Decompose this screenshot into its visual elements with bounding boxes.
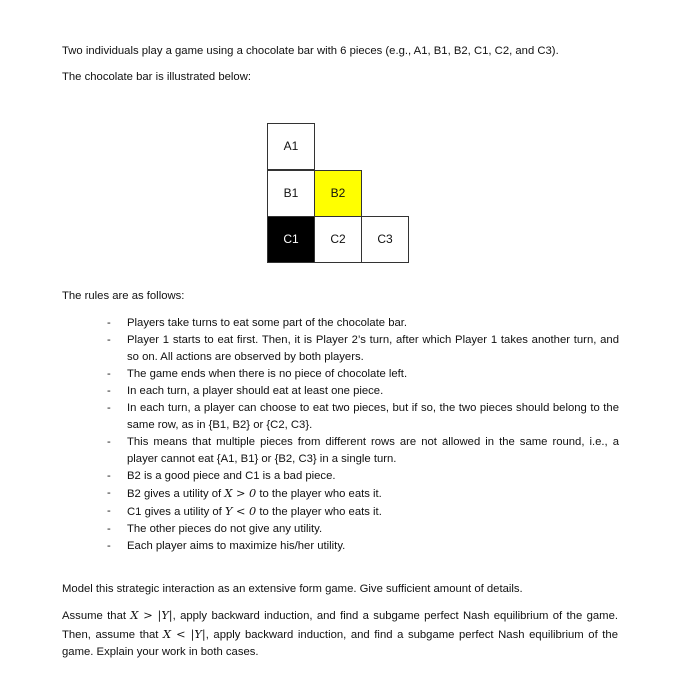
assume-text-2: , apply backward induction, and find a subgame perfect Nash equilibrium of the game. Then, assume that <box>62 610 618 641</box>
rule-text-suffix: to the player who eats it. <box>256 506 382 518</box>
rule-text-prefix: C1 gives a utility of <box>127 506 225 518</box>
rule-text: In each turn, a player can choose to eat two pieces, but if so, the two pieces should belong to the same row, as in {B1, B2} or {C2, C3}. <box>127 402 619 431</box>
rule-item <box>107 332 619 366</box>
chocolate-piece-c2: C2 <box>314 216 362 263</box>
rule-text: Player 1 starts to eat first. Then, it is Player 2’s turn, after which Player 1 takes another turn, and so on. All actions are observed by both players. <box>127 334 619 363</box>
illustration-caption: The chocolate bar is illustrated below: <box>62 71 252 83</box>
rule-text: In each turn, a player should eat at least one piece. <box>127 385 384 397</box>
math-expression: X < |Y| <box>163 627 206 641</box>
rule-item <box>107 521 619 538</box>
rules-list <box>107 315 619 555</box>
rule-text: B2 is a good piece and C1 is a bad piece. <box>127 470 336 482</box>
bullet-dash: - <box>107 540 111 552</box>
bullet-dash: - <box>107 317 111 329</box>
rules-heading: The rules are as follows: <box>62 290 185 302</box>
math-expression: X > 0 <box>224 487 257 500</box>
rule-text: The other pieces do not give any utility. <box>127 523 323 535</box>
rule-item <box>107 315 619 332</box>
rule-item <box>107 383 619 400</box>
bullet-dash: - <box>107 334 111 346</box>
rule-text-prefix: B2 gives a utility of <box>127 488 225 500</box>
rule-text: This means that multiple pieces from different rows are not allowed in the same round, i.e., a player cannot eat {A1, B1} or {B2, C3} in a single turn. <box>127 436 619 465</box>
math-expression: Y < 0 <box>224 505 257 518</box>
bullet-dash: - <box>107 470 111 482</box>
model-instruction: Model this strategic interaction as an extensive form game. Give sufficient amount of details. <box>62 583 523 595</box>
rule-item <box>107 485 619 503</box>
rule-item <box>107 434 619 468</box>
bullet-dash: - <box>107 505 111 517</box>
assume-text-3: , apply backward induction, and find a subgame perfect Nash equilibrium of the game. Explain your work in both cases. <box>62 628 618 658</box>
rule-text: The game ends when there is no piece of chocolate left. <box>127 368 408 380</box>
rule-item <box>107 503 619 521</box>
chocolate-piece-a1: A1 <box>267 123 315 170</box>
rule-text: Each player aims to maximize his/her utility. <box>127 540 346 552</box>
rule-item <box>107 400 619 434</box>
bullet-dash: - <box>107 523 111 535</box>
chocolate-piece-b1: B1 <box>267 170 315 217</box>
rule-text: Players take turns to eat some part of the chocolate bar. <box>127 317 408 329</box>
chocolate-piece-c1: C1 <box>267 216 315 263</box>
rule-text-suffix: to the player who eats it. <box>256 488 382 500</box>
chocolate-piece-b2: B2 <box>314 170 362 217</box>
chocolate-piece-c3: C3 <box>361 216 409 263</box>
math-expression: X > |Y| <box>130 609 173 622</box>
assume-instruction <box>62 607 618 662</box>
rule-item <box>107 538 619 555</box>
bullet-dash: - <box>107 436 111 448</box>
rule-item <box>107 468 619 485</box>
bullet-dash: - <box>107 402 111 414</box>
rule-item <box>107 366 619 383</box>
bullet-dash: - <box>107 487 111 499</box>
assume-text-1: Assume that <box>62 610 131 622</box>
intro-paragraph: Two individuals play a game using a chocolate bar with 6 pieces (e.g., A1, B1, B2, C1, C2, and C3). <box>62 45 559 57</box>
bullet-dash: - <box>107 368 111 380</box>
bullet-dash: - <box>107 385 111 397</box>
